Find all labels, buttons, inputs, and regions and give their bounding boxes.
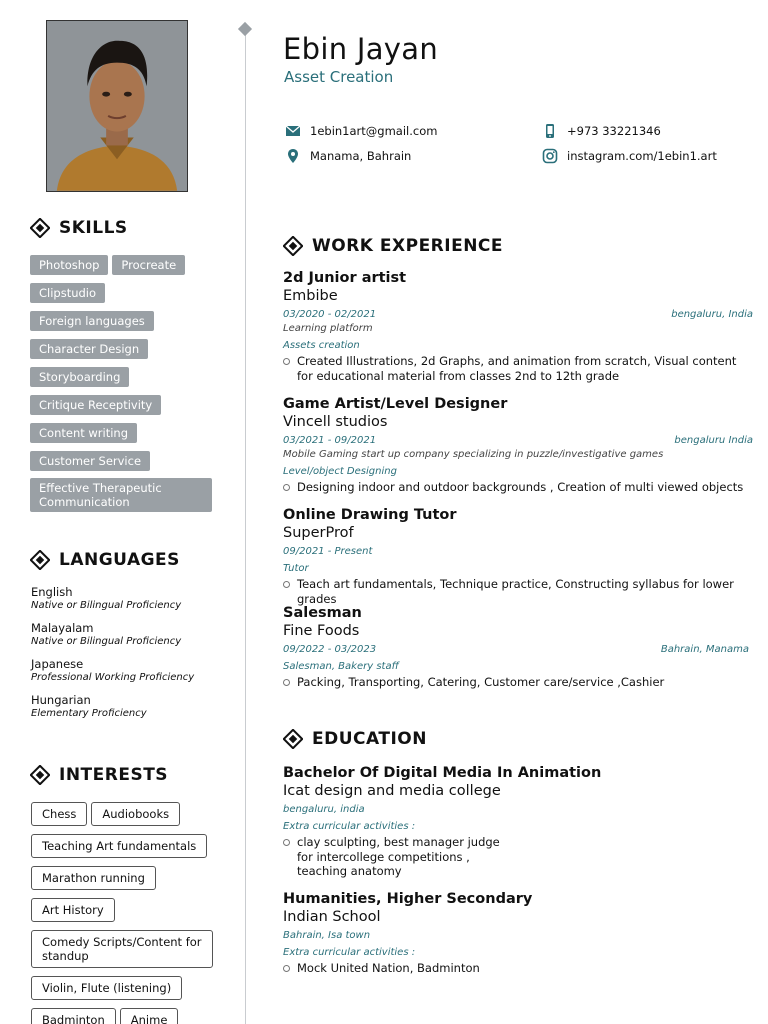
job-subtitle: Assets creation — [283, 340, 360, 351]
language-level: Professional Working Proficiency — [31, 672, 195, 683]
job-bullet — [283, 577, 753, 606]
bullet-circle-icon — [283, 581, 290, 588]
job-description: Mobile Gaming start up company specializing in puzzle/investigative games — [283, 449, 664, 460]
job-company: Fine Foods — [283, 623, 360, 639]
job-meta — [283, 643, 749, 656]
skills-heading — [30, 218, 128, 238]
contact-phone[interactable] — [542, 123, 661, 139]
job-entry — [283, 395, 753, 495]
language-name: English — [31, 585, 73, 599]
job-company: Vincell studios — [283, 414, 388, 430]
bullet-text: Mock United Nation, Badminton — [297, 961, 480, 975]
location-text: Manama, Bahrain — [310, 149, 412, 163]
job-title: Online Drawing Tutor — [283, 507, 457, 523]
language-level: Native or Bilingual Proficiency — [31, 636, 182, 647]
skill-tag: Procreate — [112, 255, 185, 275]
job-title: 2d Junior artist — [283, 270, 407, 286]
language-item — [31, 693, 231, 720]
skill-tag: Photoshop — [30, 255, 108, 275]
job-subtitle: Tutor — [283, 563, 309, 574]
job-location: bengaluru India — [674, 435, 753, 446]
bullet-text: Designing indoor and outdoor backgrounds , Creation of multi viewed objects — [297, 480, 744, 494]
job-dates: 09/2022 - 03/2023 — [283, 644, 377, 655]
interest-tag: Art History — [31, 898, 115, 922]
skill-tag: Clipstudio — [30, 283, 105, 303]
email-text: 1ebin1art@gmail.com — [310, 124, 438, 138]
profile-photo — [46, 20, 188, 192]
job-meta — [283, 545, 753, 558]
job-company: Embibe — [283, 288, 338, 304]
envelope-icon — [285, 123, 301, 139]
bullet-circle-icon — [283, 965, 290, 972]
interests-heading — [30, 765, 168, 785]
job-dates: 09/2021 - Present — [283, 546, 373, 557]
education-entry — [283, 764, 753, 879]
job-meta — [283, 434, 753, 447]
language-name: Japanese — [31, 657, 84, 671]
job-entry — [283, 269, 753, 383]
contact-instagram[interactable] — [542, 148, 717, 164]
language-level: Elementary Proficiency — [31, 708, 147, 719]
education-heading — [283, 729, 427, 749]
left-column — [0, 0, 244, 1024]
education-subtitle: Extra curricular activities : — [283, 947, 416, 958]
work-heading — [283, 236, 503, 256]
job-entry — [283, 506, 753, 606]
job-title: Game Artist/Level Designer — [283, 396, 508, 412]
portrait-image — [47, 21, 187, 191]
education-school: Indian School — [283, 909, 381, 925]
diamond-icon — [283, 729, 303, 749]
interests-list — [31, 802, 221, 1024]
bullet-circle-icon — [283, 679, 290, 686]
job-subtitle: Level/object Designing — [283, 466, 397, 477]
interest-tag: Violin, Flute (listening) — [31, 976, 182, 1000]
person-role: Asset Creation — [284, 68, 394, 86]
diamond-icon — [30, 550, 50, 570]
languages-title: LANGUAGES — [59, 550, 180, 570]
language-item — [31, 657, 231, 684]
education-bullet — [283, 961, 753, 976]
diamond-icon — [30, 765, 50, 785]
languages-heading — [30, 550, 180, 570]
phone-icon — [542, 123, 558, 139]
education-degree: Humanities, Higher Secondary — [283, 891, 533, 907]
job-description: Learning platform — [283, 323, 373, 334]
timeline-divider — [245, 28, 246, 1024]
person-name: Ebin Jayan — [283, 32, 439, 66]
interest-tag: Teaching Art fundamentals — [31, 834, 207, 858]
interest-tag: Marathon running — [31, 866, 156, 890]
contact-email[interactable] — [285, 123, 437, 139]
skill-tag: Content writing — [30, 423, 137, 443]
job-title: Salesman — [283, 605, 362, 621]
interests-title: INTERESTS — [59, 765, 169, 785]
education-subtitle: Extra curricular activities : — [283, 821, 416, 832]
interest-tag: Chess — [31, 802, 87, 826]
work-title: WORK EXPERIENCE — [312, 236, 504, 256]
interest-tag: Badminton — [31, 1008, 116, 1024]
skill-tag: Critique Receptivity — [30, 395, 161, 415]
interest-tag: Anime — [120, 1008, 179, 1024]
bullet-circle-icon — [283, 839, 290, 846]
diamond-icon — [30, 218, 50, 238]
map-pin-icon — [285, 148, 301, 164]
language-name: Hungarian — [31, 693, 91, 707]
job-bullet — [283, 480, 753, 495]
skills-list — [30, 254, 220, 519]
job-location: Bahrain, Manama — [660, 644, 749, 655]
education-degree: Bachelor Of Digital Media In Animation — [283, 765, 602, 781]
skill-tag: Storyboarding — [30, 367, 129, 387]
bullet-text: Teach art fundamentals, Technique practice, Constructing syllabus for lower grades — [297, 577, 734, 606]
skill-tag: Foreign languages — [30, 311, 154, 331]
education-bullet — [283, 835, 508, 879]
instagram-icon — [542, 148, 558, 164]
job-subtitle: Salesman, Bakery staff — [283, 661, 399, 672]
language-level: Native or Bilingual Proficiency — [31, 600, 182, 611]
job-dates: 03/2020 - 02/2021 — [283, 309, 377, 320]
job-meta — [283, 308, 753, 321]
language-name: Malayalam — [31, 621, 94, 635]
instagram-text: instagram.com/1ebin1.art — [567, 149, 717, 163]
interest-tag: Comedy Scripts/Content for standup — [31, 930, 213, 968]
phone-text: +973 33221346 — [567, 124, 661, 138]
bullet-text: Packing, Transporting, Catering, Customer care/service ,Cashier — [297, 675, 665, 689]
education-school: Icat design and media college — [283, 783, 501, 799]
language-item — [31, 621, 231, 648]
education-location: Bahrain, Isa town — [283, 930, 371, 941]
job-bullet — [283, 354, 753, 383]
job-company: SuperProf — [283, 525, 354, 541]
skill-tag: Character Design — [30, 339, 148, 359]
bullet-circle-icon — [283, 484, 290, 491]
interest-tag: Audiobooks — [91, 802, 180, 826]
bullet-text: Created Illustrations, 2d Graphs, and animation from scratch, Visual content for educational material from classes 2nd to 12th grade — [297, 354, 737, 383]
diamond-icon — [283, 236, 303, 256]
bullet-circle-icon — [283, 358, 290, 365]
skill-tag: Customer Service — [30, 451, 150, 471]
language-item — [31, 585, 231, 612]
job-entry — [283, 604, 749, 690]
contact-location — [285, 148, 411, 164]
job-bullet — [283, 675, 749, 690]
education-title: EDUCATION — [312, 729, 427, 749]
skill-tag: Effective Therapeutic Communication — [30, 478, 212, 512]
education-location: bengaluru, india — [283, 804, 365, 815]
job-location: bengaluru, India — [671, 309, 753, 320]
education-entry — [283, 890, 753, 976]
skills-title: SKILLS — [59, 218, 128, 238]
job-dates: 03/2021 - 09/2021 — [283, 435, 377, 446]
bullet-text: clay sculpting, best manager judge for intercollege competitions , teaching anatomy — [297, 835, 500, 878]
languages-list — [31, 585, 231, 729]
